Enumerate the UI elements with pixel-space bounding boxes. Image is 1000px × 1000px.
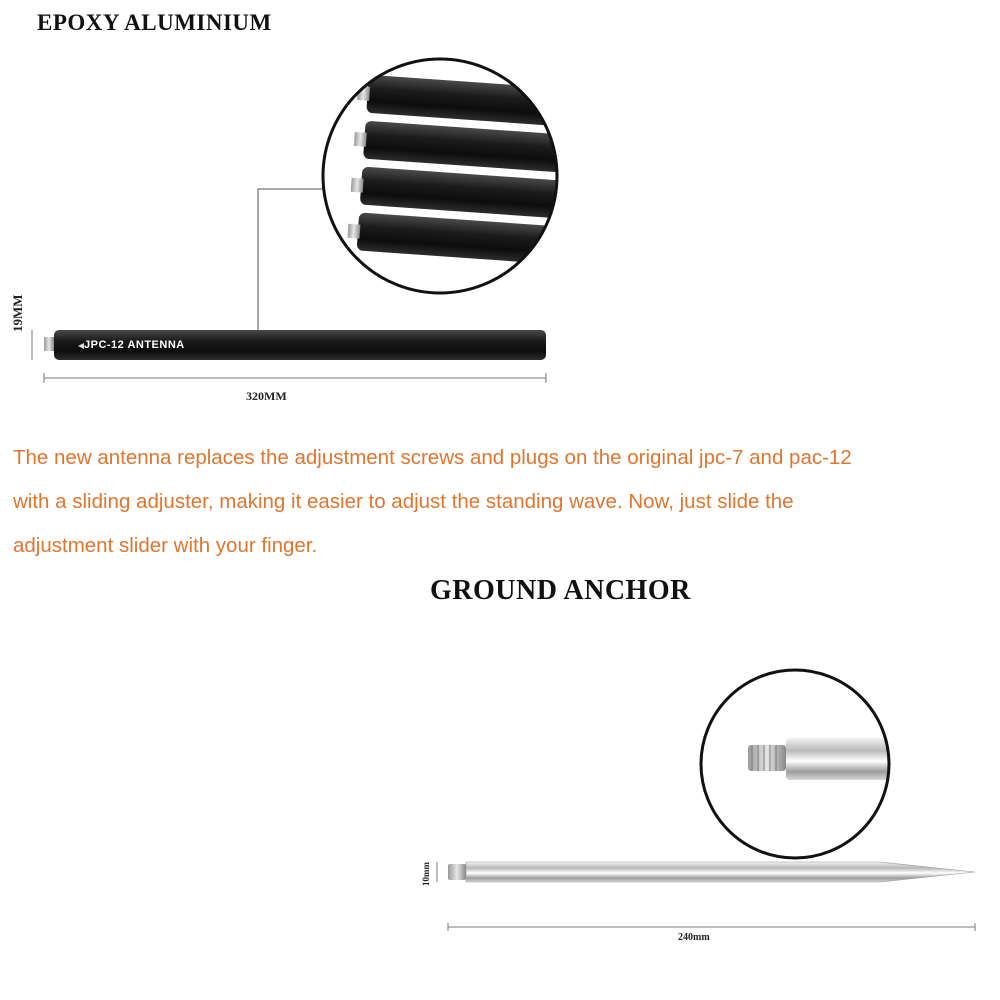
epoxy-zoom-detail <box>320 56 568 296</box>
description-line: with a sliding adjuster, making it easier to adjust the standing wave. Now, just slide the <box>13 490 794 513</box>
ground-anchor-rod <box>448 862 975 882</box>
ground-anchor-title: GROUND ANCHOR <box>430 575 691 606</box>
anchor-zoom-detail <box>700 670 896 860</box>
anchor-thread-end <box>448 864 466 880</box>
anchor-length-label: 240mm <box>678 932 710 943</box>
anchor-diameter-label: 10mm <box>421 862 431 886</box>
rod-label: JPC-12 ANTENNA <box>84 339 185 351</box>
zoom-leader-line <box>258 189 324 330</box>
epoxy-aluminium-title: EPOXY ALUMINIUM <box>37 10 272 35</box>
diameter-dimension-label: 19MM <box>10 294 25 332</box>
anchor-spike-body <box>466 862 975 882</box>
product-description <box>13 436 998 568</box>
description-line: adjustment slider with your finger. <box>13 534 318 557</box>
rod-thread-end <box>44 337 54 351</box>
description-line: The new antenna replaces the adjustment screws and plugs on the original jpc-7 and pac-12 <box>13 446 852 469</box>
length-dimension-label: 320MM <box>246 389 287 403</box>
